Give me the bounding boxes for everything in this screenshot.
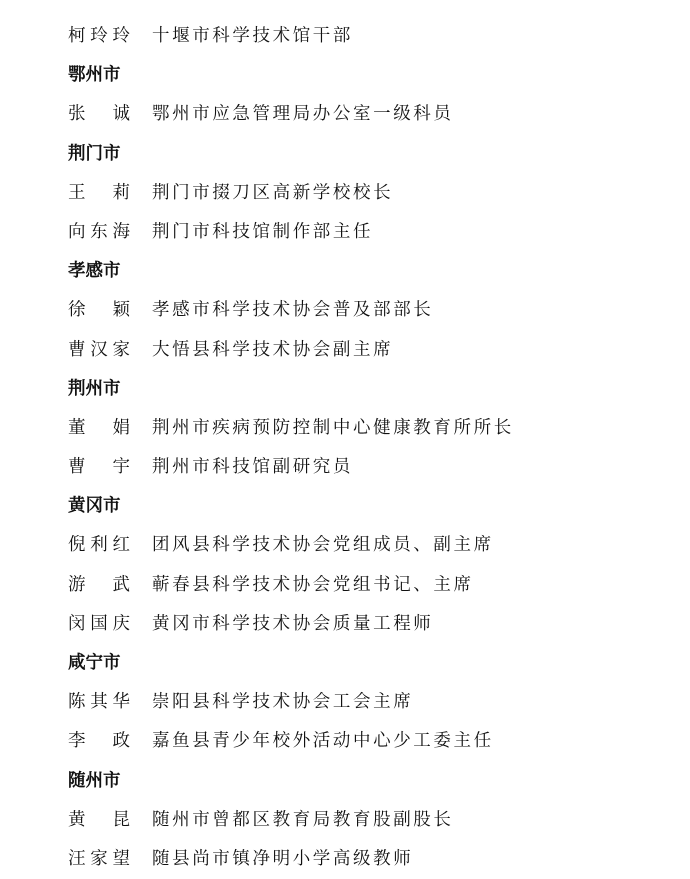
person-title: 荆门市掇刀区高新学校校长 xyxy=(152,182,394,203)
person-name: 倪利红 xyxy=(68,535,130,556)
city-heading: 黄冈市 xyxy=(68,496,121,517)
city-heading-row xyxy=(0,370,690,409)
person-title: 荆州市科技馆副研究员 xyxy=(152,457,353,478)
person-row xyxy=(0,448,690,487)
city-heading: 孝感市 xyxy=(68,261,121,282)
person-row xyxy=(0,840,690,879)
city-heading-row xyxy=(0,56,690,95)
person-row xyxy=(0,801,690,840)
person-title: 鄂州市应急管理局办公室一级科员 xyxy=(152,104,454,125)
person-name: 董娟 xyxy=(68,417,130,438)
person-row xyxy=(0,95,690,134)
person-title: 十堰市科学技术馆干部 xyxy=(152,26,353,46)
city-heading: 咸宁市 xyxy=(68,653,121,673)
person-title: 黄冈市科学技术协会质量工程师 xyxy=(152,613,434,634)
person-row xyxy=(0,722,690,761)
city-heading-row xyxy=(0,762,690,801)
person-title: 随州市曾都区教育局教育股副股长 xyxy=(152,809,454,830)
city-heading-row xyxy=(0,135,690,174)
person-name: 黄昆 xyxy=(68,809,130,830)
person-title: 荆门市科技馆制作部主任 xyxy=(152,221,374,242)
person-name: 向东海 xyxy=(68,221,130,242)
city-heading: 随州市 xyxy=(68,770,121,791)
person-name: 张诚 xyxy=(68,104,130,125)
person-title: 随县尚市镇净明小学高级教师 xyxy=(152,848,414,869)
person-name: 柯玲玲 xyxy=(68,26,130,46)
person-name: 曹宇 xyxy=(68,457,130,478)
city-heading: 荆门市 xyxy=(68,143,121,164)
person-row xyxy=(0,566,690,605)
person-row xyxy=(0,331,690,370)
person-title: 荆州市疾病预防控制中心健康教育所所长 xyxy=(152,417,514,438)
person-title: 孝感市科学技术协会普及部部长 xyxy=(152,300,434,321)
person-name: 王莉 xyxy=(68,182,130,203)
person-title: 团风县科学技术协会党组成员、副主席 xyxy=(152,535,494,556)
person-title: 大悟县科学技术协会副主席 xyxy=(152,339,394,360)
person-row xyxy=(0,683,690,722)
person-name: 曹汉家 xyxy=(68,339,130,360)
person-row xyxy=(0,174,690,213)
city-heading-row xyxy=(0,252,690,291)
person-row xyxy=(0,17,690,56)
person-name: 徐颖 xyxy=(68,300,130,321)
person-title: 蕲春县科学技术协会党组书记、主席 xyxy=(152,574,474,595)
city-heading: 鄂州市 xyxy=(68,65,121,86)
person-title: 嘉鱼县青少年校外活动中心少工委主任 xyxy=(152,731,494,752)
city-heading: 荆州市 xyxy=(68,378,121,399)
city-heading-row xyxy=(0,487,690,526)
person-row xyxy=(0,291,690,330)
person-row xyxy=(0,605,690,644)
city-heading-row xyxy=(0,644,690,683)
person-name: 汪家望 xyxy=(68,848,130,869)
person-name: 李政 xyxy=(68,731,130,752)
person-title: 崇阳县科学技术协会工会主席 xyxy=(152,692,414,713)
person-name: 闵国庆 xyxy=(68,613,130,634)
person-row xyxy=(0,409,690,448)
person-name: 游武 xyxy=(68,574,130,595)
person-row xyxy=(0,213,690,252)
person-row xyxy=(0,526,690,565)
person-name: 陈其华 xyxy=(68,692,130,713)
name-list xyxy=(0,17,690,879)
